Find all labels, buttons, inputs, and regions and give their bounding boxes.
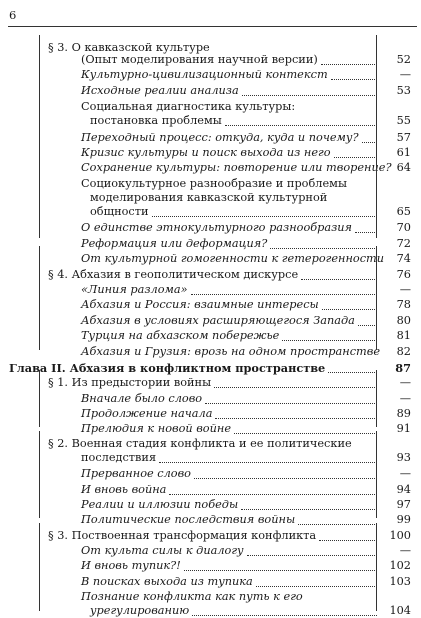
toc-entry-e3b: постановка проблемы xyxy=(90,114,222,127)
toc-entry-e4: Переходный процесс: откуда, куда и почему? xyxy=(81,131,359,144)
dot-leader xyxy=(301,279,377,280)
toc-page-e3b: 55 xyxy=(396,114,411,127)
dot-leader xyxy=(334,157,377,158)
toc-page-e13: 80 xyxy=(396,314,411,327)
toc-entry-c3: § 3. Поствоенная трансформация конфликта xyxy=(48,529,317,542)
section-bracket-line xyxy=(376,523,377,611)
toc-page-e8: 70 xyxy=(396,221,411,234)
dot-leader xyxy=(328,372,377,373)
toc-page-e14: 81 xyxy=(396,329,411,342)
toc-entry-e7c: общности xyxy=(90,205,149,218)
dot-leader xyxy=(215,418,377,419)
toc-entry-e7a: Социокультурное разнообразие и проблемы xyxy=(81,177,347,190)
dot-leader xyxy=(247,555,377,556)
toc-page-e9: 72 xyxy=(396,237,411,250)
toc-entry-e22: Политические последствия войны xyxy=(81,513,296,526)
toc-page-e23: — xyxy=(399,544,411,557)
dot-leader xyxy=(205,403,377,404)
dot-leader xyxy=(214,387,377,388)
toc-page-e1: — xyxy=(399,68,411,81)
toc-page-e7c: 65 xyxy=(396,205,411,218)
section-bracket-line xyxy=(39,35,40,238)
dot-leader xyxy=(242,95,377,96)
toc-page-c2b: 93 xyxy=(396,451,411,464)
toc-entry-e7b: моделирования кавказской культурной xyxy=(90,191,328,204)
toc-entry-e23: От культа силы к диалогу xyxy=(81,544,244,557)
toc-page-e21: 97 xyxy=(396,498,411,511)
toc-entry-e8: О единстве этнокультурного разнообразия xyxy=(81,221,353,234)
dot-leader xyxy=(152,216,377,217)
toc-entry-c2a: § 2. Военная стадия конфликта и ее политические xyxy=(48,437,352,450)
dot-leader xyxy=(358,325,377,326)
dot-leader xyxy=(322,309,377,310)
toc-page-e20: 94 xyxy=(396,483,411,496)
section-bracket-line xyxy=(376,246,377,350)
toc-page-c1: — xyxy=(399,376,411,389)
section-bracket-line xyxy=(376,431,377,518)
toc-page-e11: — xyxy=(399,283,411,296)
toc-page-e22: 99 xyxy=(396,513,411,526)
toc-entry-ch2: Глава II. Абхазия в конфликтном пространстве xyxy=(9,361,326,375)
toc-page-e6: 64 xyxy=(396,161,411,174)
toc-entry-e21: Реалии и иллюзии победы xyxy=(81,498,239,511)
section-bracket-line xyxy=(376,370,377,427)
toc-entry-s3-sub: (Опыт моделирования научной версии) xyxy=(81,53,318,66)
dot-leader xyxy=(355,232,377,233)
toc-page-ch2: 87 xyxy=(395,361,411,375)
dot-leader xyxy=(159,462,377,463)
toc-entry-e3a: Социальная диагностика культуры: xyxy=(81,100,296,113)
toc-entry-e26b: урегулированию xyxy=(90,604,190,617)
dot-leader xyxy=(256,586,377,587)
toc-page-e16: — xyxy=(399,392,411,405)
toc-entry-e15: Абхазия и Грузия: врозь на одном пространстве xyxy=(81,345,381,358)
toc-entry-e19: Прерванное слово xyxy=(81,467,191,480)
toc-page-c3: 100 xyxy=(389,529,411,542)
toc-entry-e5: Кризис культуры и поиск выхода из него xyxy=(81,146,331,159)
toc-page-e12: 78 xyxy=(396,298,411,311)
toc-entry-e11: «Линия разлома» xyxy=(81,283,188,296)
dot-leader xyxy=(319,540,377,541)
toc-page-e26b: 104 xyxy=(389,604,411,617)
dot-leader xyxy=(234,433,377,434)
toc-page-s4: 76 xyxy=(396,268,411,281)
section-bracket-line xyxy=(376,35,377,238)
toc-entry-e16: Вначале было слово xyxy=(81,392,203,405)
toc-entry-e12: Абхазия и Россия: взаимные интересы xyxy=(81,298,319,311)
dot-leader xyxy=(191,294,377,295)
toc-page-e5: 61 xyxy=(396,146,411,159)
dot-leader xyxy=(321,64,377,65)
dot-leader xyxy=(169,494,377,495)
toc-entry-e14: Турция на абхазском побережье xyxy=(81,329,280,342)
toc-entry-e25: В поисках выхода из тупика xyxy=(81,575,253,588)
toc-entry-e9: Реформация или деформация? xyxy=(81,237,268,250)
dot-leader xyxy=(270,248,377,249)
toc-entry-e20: И вновь война xyxy=(81,483,167,496)
section-bracket-line xyxy=(39,523,40,611)
toc-entry-e26a: Познание конфликта как путь к его xyxy=(81,590,303,603)
toc-entry-s3-title: § 3. О кавказской культуре xyxy=(48,41,210,54)
toc-entry-s4: § 4. Абхазия в геополитическом дискурсе xyxy=(48,268,299,281)
dot-leader xyxy=(331,79,377,80)
toc-entry-e10: От культурной гомогенности к гетерогенности xyxy=(81,252,385,265)
toc-entry-e18: Прелюдия к новой войне xyxy=(81,422,232,435)
section-bracket-line xyxy=(39,246,40,350)
header-rule xyxy=(8,26,417,27)
dot-leader xyxy=(194,478,377,479)
toc-entry-c2b: последствия xyxy=(81,451,157,464)
toc-entry-e2: Исходные реалии анализа xyxy=(81,84,239,97)
toc-entry-e13: Абхазия в условиях расширяющегося Запада xyxy=(81,314,355,327)
dot-leader xyxy=(282,340,377,341)
toc-page-e24: 102 xyxy=(389,559,411,572)
toc-entry-c1: § 1. Из предыстории войны xyxy=(48,376,212,389)
toc-entry-e6: Сохранение культуры: повторение или творение? xyxy=(81,161,392,174)
toc-page-e10: 74 xyxy=(396,252,411,265)
toc-page-e2: 53 xyxy=(396,84,411,97)
section-bracket-line xyxy=(39,370,40,427)
dot-leader xyxy=(192,615,377,616)
page-number: 6 xyxy=(9,8,17,22)
toc-entry-e1: Культурно-цивилизационный контекст xyxy=(81,68,328,81)
dot-leader xyxy=(225,125,377,126)
dot-leader xyxy=(298,524,377,525)
section-bracket-line xyxy=(39,431,40,518)
toc-page-e25: 103 xyxy=(389,575,411,588)
toc-page-s3-sub: 52 xyxy=(396,53,411,66)
dot-leader xyxy=(362,142,377,143)
toc-page-e15: 82 xyxy=(396,345,411,358)
toc-entry-e17: Продолжение начала xyxy=(81,407,213,420)
toc-page-e17: 89 xyxy=(396,407,411,420)
toc-page-e4: 57 xyxy=(396,131,411,144)
toc-entry-e24: И вновь тупик?! xyxy=(81,559,181,572)
toc-page-e18: 91 xyxy=(396,422,411,435)
dot-leader xyxy=(184,570,377,571)
dot-leader xyxy=(241,509,377,510)
toc-page-e19: — xyxy=(399,467,411,480)
